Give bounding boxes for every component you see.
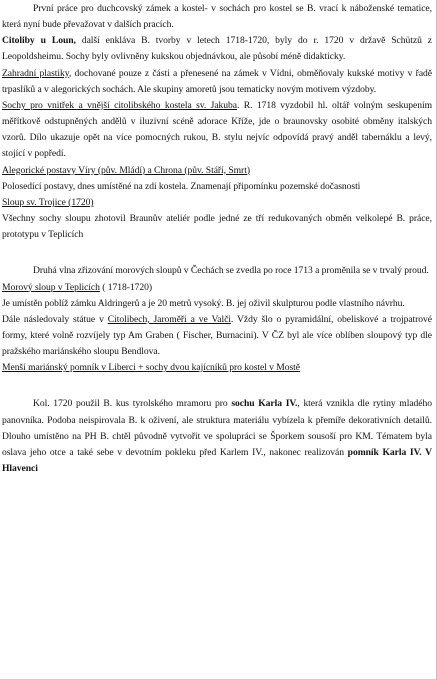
paragraph-citoliby <box>2 33 432 65</box>
heading-church-sculptures: Sochy pro vnitřek a vnější citolibského kostela sv. Jakuba <box>2 99 237 111</box>
paragraph-charles-iv <box>2 396 432 477</box>
heading-liberec-monument <box>2 360 432 376</box>
heading-trinity-column <box>2 195 432 211</box>
paragraph-garden-sculptures <box>2 66 432 98</box>
heading-allegorical-figures <box>2 163 432 179</box>
paragraph-text: , dochované pouze z části a přenesené na zámek v Vídni, obměňovaly kukské motivy v řadě trpaslíků a v alegorických sochách. Ale skupiny amoretů jsou tematicky novým motivem výzdoby. <box>2 67 432 95</box>
heading-date: ( 1718-1720) <box>99 281 152 293</box>
heading-text: Menší mariánský pomník v Liberci + sochy dvou kajícníků pro kostel v Mostě <box>2 362 301 374</box>
paragraph-seated-figures <box>2 179 432 195</box>
paragraph-text: První práce pro duchcovský zámek a kostel- v sochách pro kostel se B. vrací k náboženské tematice, která nyní bude převažovat v dalších pracích. <box>2 3 432 31</box>
paragraph-text: další enkláva B. tvorby v letech 1718-1720, byly do r. 1720 v državě Schützů z Leopoldsheimu. Sochy byly ovlivněny kukskou objednávkou, ale působí méně didakticky. <box>2 35 432 63</box>
heading-text: Alegorické postavy Víry (pův. Mládí) a Chrona (pův. Stáří, Smrt) <box>2 164 250 176</box>
heading-garden-sculptures: Zahradní plastiky <box>2 67 69 79</box>
bold-charles-statue: sochu Karla IV. <box>231 398 298 410</box>
bold-charles-monument: pomník Karla IV. V Hlavenci <box>2 446 432 475</box>
paragraph-text: Polosedící postavy, dnes umístěné na zdi kostela. Znamenají připomínku pozemské dočasnosti <box>2 180 361 192</box>
paragraph-text: , která vznikla dle rytiny mladého panovníka. Podoba neispirovala B. k oživení, ale struktura materiálu vybízela k přemíře dekorativních detailů. Dlouho umístěno na PH B. chtěl původně vytvořit ve spolupráci se Šporkem sousoší pro KM. Tématem byla oslava jeho otce a také sebe v devotním pokleku před Karlem IV., nakonec realizován <box>2 398 432 458</box>
paragraph-text: Je umístěn poblíž zámku Aldringerů a je 20 metrů vysoký. B. jej oživil skulpturou podle vlastního návrhu. <box>2 297 405 309</box>
paragraph-trinity-column <box>2 211 432 243</box>
paragraph-text: Druhá vlna zřizování morových sloupů v Čechách se zvedla po roce 1713 a proměnila se v trvalý proud. <box>33 265 429 277</box>
places-link-text: Citolibech, Jaroměři a ve Valči <box>107 313 231 325</box>
paragraph-plague-columns <box>2 263 432 279</box>
paragraph-statues <box>2 312 432 360</box>
paragraph-text: . Vždy šlo o pyramidální, obeliskové a trojpatrové formy, které volně rozvíjely typ Am Graben ( Fischer, Burnacini). V ČZ byl ale více oblíben sloupový typ dle pražského mariánského sloupu Bendlova. <box>2 313 432 358</box>
heading-text: Sloup sv. Trojice (1720) <box>2 196 94 208</box>
heading-citoliby: Citoliby u Loun, <box>2 35 76 47</box>
paragraph-spacer <box>2 376 432 396</box>
paragraph-duchcov <box>2 1 432 33</box>
paragraph-teplice-column <box>2 296 432 312</box>
paragraph-text: Dále následovaly státue v <box>2 313 108 325</box>
paragraph-spacer <box>2 243 432 263</box>
paragraph-text: Kol. 1720 použil B. kus tyrolského mramoru pro <box>33 398 232 410</box>
paragraph-church-sculptures <box>2 98 432 163</box>
paragraph-text: . R. 1718 vyzdobil hl. oltář volným seskupením měřítkově odstupněných andělů v iluzivní scéně adorace Kříže, jde o braunovsky osobité obměny italských vzorů. Dílo ukazuje opět na více pomocných rukou, B. stylu nejvíc odpovídá pravý anděl tabernáklu a levý, stojící v popředí. <box>2 99 432 160</box>
heading-teplice-column <box>2 280 432 296</box>
paragraph-text: Všechny sochy sloupu zhotovil Braunův ateliér podle jedné ze tří redukovaných obměn velkolepé B. práce, prototypu v Teplicích <box>2 213 432 241</box>
heading-text: Morový sloup v Teplicích <box>2 281 100 293</box>
